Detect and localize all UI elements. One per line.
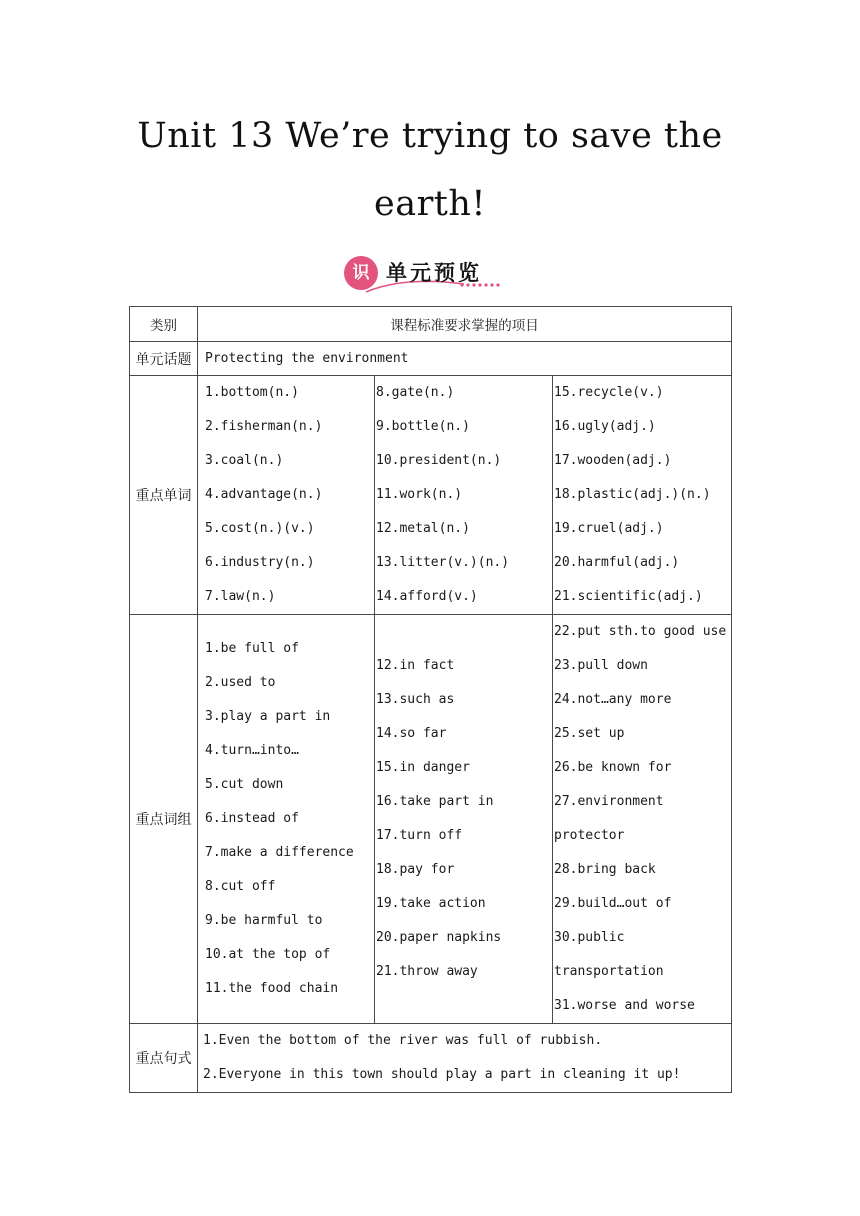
topic-row	[130, 342, 732, 376]
phrase-item: 5.cut down	[205, 777, 284, 792]
topic-label: 单元话题	[130, 342, 198, 376]
unit-title-line-1: Unit 13 We’re trying to save the	[137, 116, 723, 156]
phrase-item: 28.bring back	[554, 862, 656, 877]
phrase-item: 9.be harmful to	[205, 913, 323, 928]
key-words-col-2	[375, 376, 553, 615]
phrase-item: 16.take part in	[376, 794, 494, 809]
phrase-item: 23.pull down	[554, 658, 648, 673]
phrase-item: 1.be full of	[205, 641, 299, 656]
phrase-item: 25.set up	[554, 726, 625, 741]
phrase-item: 31.worse and worse	[554, 998, 695, 1013]
topic-value: Protecting the environment	[198, 342, 732, 376]
phrase-item: 6.instead of	[205, 811, 299, 826]
key-words-row	[130, 376, 732, 615]
vocabulary-table	[129, 306, 732, 1093]
phrase-item: 15.in danger	[376, 760, 470, 775]
word-item: 6.industry(n.)	[205, 555, 315, 570]
word-item: 10.president(n.)	[376, 453, 502, 468]
word-item: 19.cruel(adj.)	[554, 521, 664, 536]
key-words-col-1	[198, 376, 375, 615]
phrase-item: 14.so far	[376, 726, 447, 741]
phrase-item: 13.such as	[376, 692, 455, 707]
sentence-item: 2.Everyone in this town should play a part in cleaning it up!	[203, 1067, 681, 1082]
key-sentences-list	[198, 1024, 732, 1093]
word-item: 2.fisherman(n.)	[205, 419, 323, 434]
word-item: 5.cost(n.)(v.)	[205, 521, 315, 536]
word-item: 16.ugly(adj.)	[554, 419, 656, 434]
key-phrases-label: 重点词组	[130, 615, 198, 1024]
unit-preview-banner	[344, 254, 504, 296]
banner-label: 单元预览	[386, 261, 482, 285]
word-item: 18.plastic(adj.)(n.)	[554, 487, 711, 502]
phrase-item: 29.build…out of	[554, 896, 672, 911]
phrase-item: 30.public	[554, 930, 625, 945]
key-phrases-col-3	[553, 615, 732, 1024]
phrase-item: protector	[554, 828, 625, 843]
phrase-item: 4.turn…into…	[205, 743, 299, 758]
key-words-label: 重点单词	[130, 376, 198, 615]
word-item: 20.harmful(adj.)	[554, 555, 680, 570]
phrase-item: 3.play a part in	[205, 709, 331, 724]
word-item: 17.wooden(adj.)	[554, 453, 672, 468]
phrase-item: 26.be known for	[554, 760, 672, 775]
key-sentences-row	[130, 1024, 732, 1093]
phrase-item: 12.in fact	[376, 658, 455, 673]
phrase-item: 24.not…any more	[554, 692, 672, 707]
phrase-item: 8.cut off	[205, 879, 276, 894]
banner-badge-icon: 识	[344, 256, 378, 290]
word-item: 14.afford(v.)	[376, 589, 478, 604]
sentence-item: 1.Even the bottom of the river was full of rubbish.	[203, 1033, 603, 1048]
word-item: 15.recycle(v.)	[554, 385, 664, 400]
word-item: 3.coal(n.)	[205, 453, 284, 468]
word-item: 9.bottle(n.)	[376, 419, 470, 434]
header-content: 课程标准要求掌握的项目	[198, 307, 732, 342]
key-phrases-col-1	[198, 615, 375, 1024]
key-words-col-3	[553, 376, 732, 615]
phrase-item: 21.throw away	[376, 964, 478, 979]
phrase-item: 11.the food chain	[205, 981, 339, 996]
word-item: 8.gate(n.)	[376, 385, 455, 400]
header-category: 类别	[130, 307, 198, 342]
phrase-item: transportation	[554, 964, 664, 979]
phrase-item: 19.take action	[376, 896, 486, 911]
phrase-item: 10.at the top of	[205, 947, 331, 962]
phrase-item: 27.environment	[554, 794, 664, 809]
phrase-item: 22.put sth.to good use	[554, 624, 727, 639]
word-item: 4.advantage(n.)	[205, 487, 323, 502]
phrase-item: 7.make a difference	[205, 845, 354, 860]
word-item: 7.law(n.)	[205, 589, 276, 604]
table-header-row	[130, 307, 732, 342]
phrase-item: 20.paper napkins	[376, 930, 502, 945]
word-item: 1.bottom(n.)	[205, 385, 299, 400]
key-phrases-row	[130, 615, 732, 1024]
word-item: 11.work(n.)	[376, 487, 463, 502]
key-phrases-col-2	[375, 615, 553, 1024]
word-item: 21.scientific(adj.)	[554, 589, 703, 604]
word-item: 12.metal(n.)	[376, 521, 470, 536]
key-sentences-label: 重点句式	[130, 1024, 198, 1093]
phrase-item: 17.turn off	[376, 828, 463, 843]
word-item: 13.litter(v.)(n.)	[376, 555, 510, 570]
phrase-item: 18.pay for	[376, 862, 455, 877]
unit-title-line-2: earth!	[374, 184, 486, 224]
phrase-item: 2.used to	[205, 675, 276, 690]
